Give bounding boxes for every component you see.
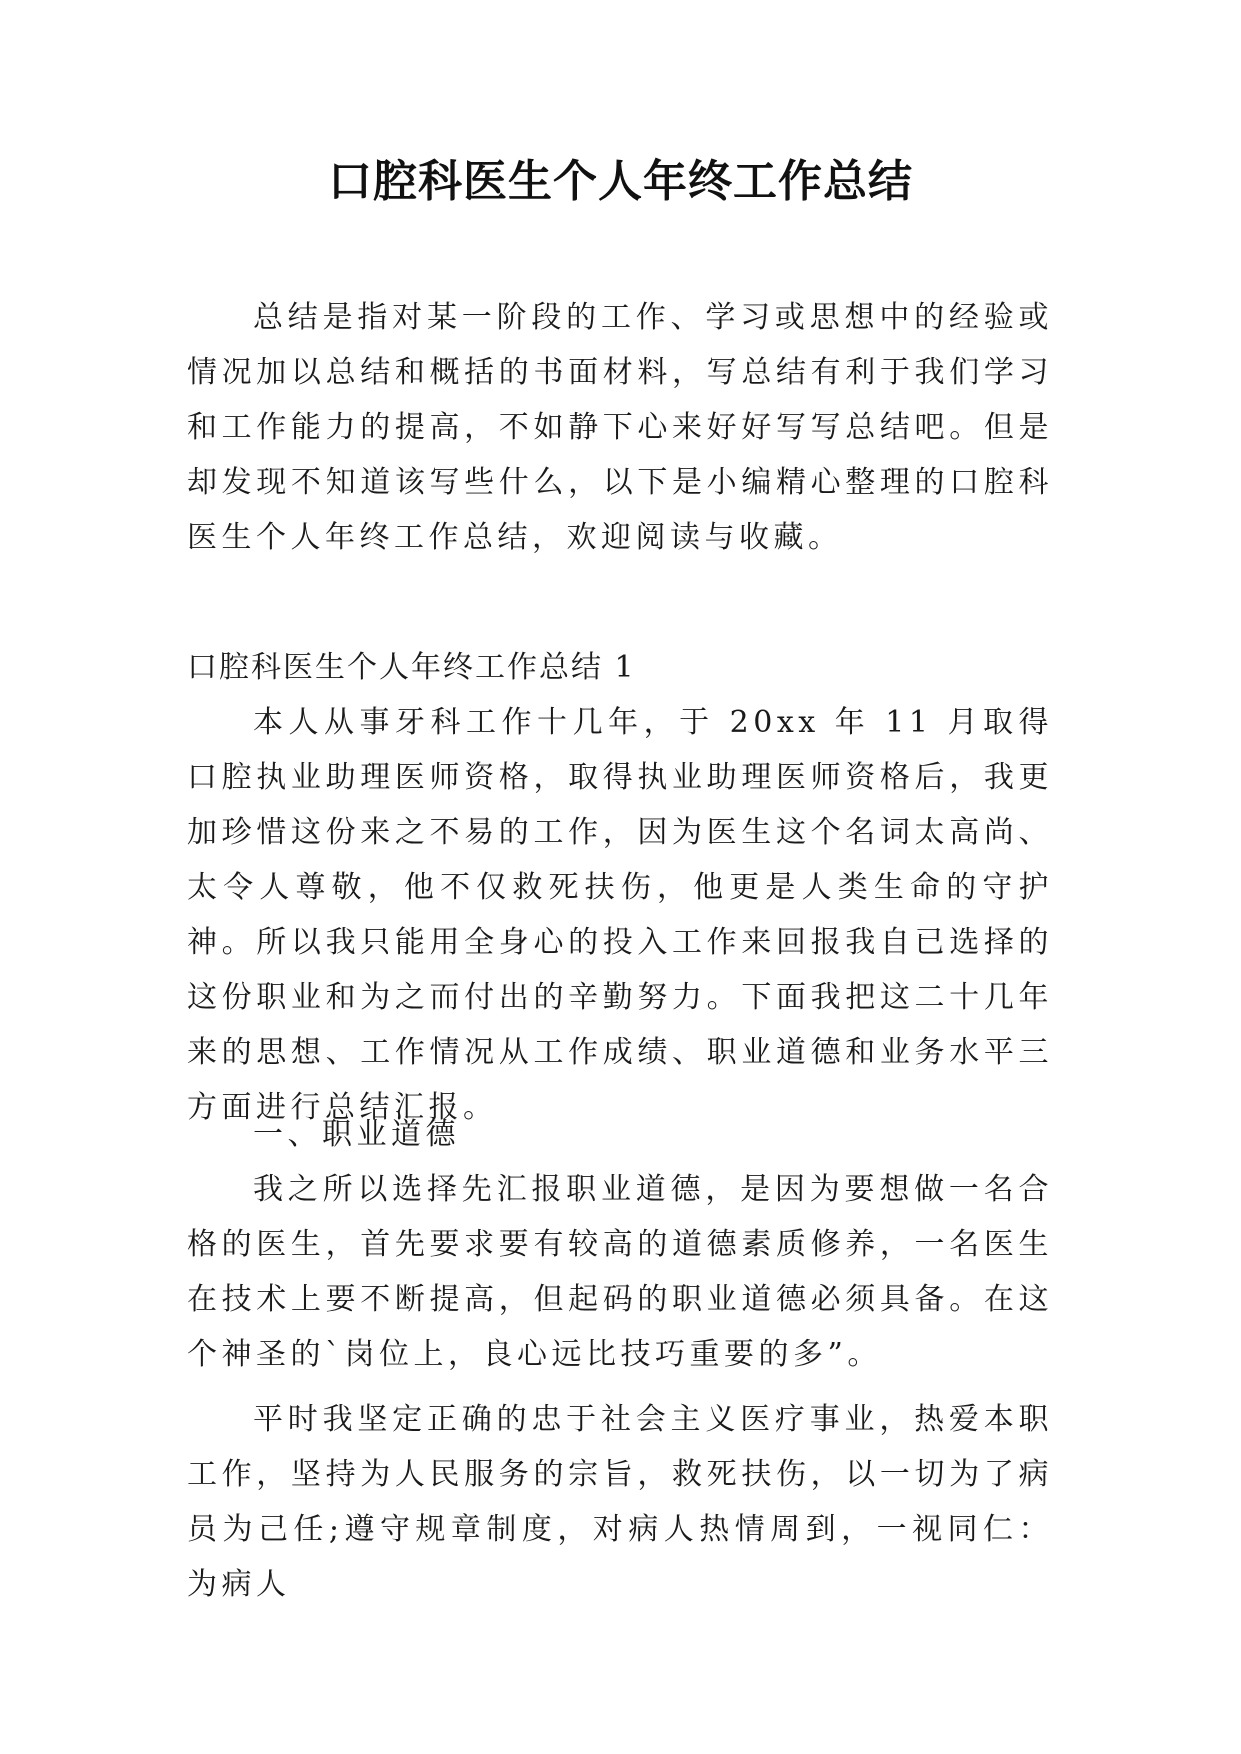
section-heading: 一、职业道德 bbox=[253, 1117, 460, 1152]
paragraph-1: 本人从事牙科工作十几年，于 20xx 年 11 月取得口腔执业助理医师资格，取得执业助理医师资格后，我更加珍惜这份来之不易的工作，因为医生这个名词太高尚、太令人尊敬，他不仅救死扶伤，他更是人类生命的守护神。所以我只能用全身心的投入工作来回报我自已选择的这份职业和为之而付出的辛勤努力。下面我把这二十几年来的思想、工作情况从工作成绩、职业道德和业务水平三方面进行总结汇报。 bbox=[187, 705, 1053, 1125]
paragraph-3: 平时我坚定正确的忠于社会主义医疗事业，热爱本职工作，坚持为人民服务的宗旨，救死扶伤，以一切为了病员为己任;遵守规章制度，对病人热情周到，一视同仁：为病人 bbox=[187, 1402, 1053, 1602]
intro-paragraph: 总结是指对某一阶段的工作、学习或思想中的经验或情况加以总结和概括的书面材料，写总结有利于我们学习和工作能力的提高，不如静下心来好好写写总结吧。但是却发现不知道该写些什么，以下是小编精心整理的口腔科医生个人年终工作总结，欢迎阅读与收藏。 bbox=[187, 300, 1053, 555]
section-subtitle: 口腔科医生个人年终工作总结 1 bbox=[187, 650, 636, 685]
paragraph-2: 我之所以选择先汇报职业道德，是因为要想做一名合格的医生，首先要求要有较高的道德素质修养，一名医生在技术上要不断提高，但起码的职业道德必须具备。在这个神圣的`岗位上，良心远比技巧重要的多”。 bbox=[187, 1172, 1053, 1372]
document-title: 口腔科医生个人年终工作总结 bbox=[328, 156, 913, 207]
